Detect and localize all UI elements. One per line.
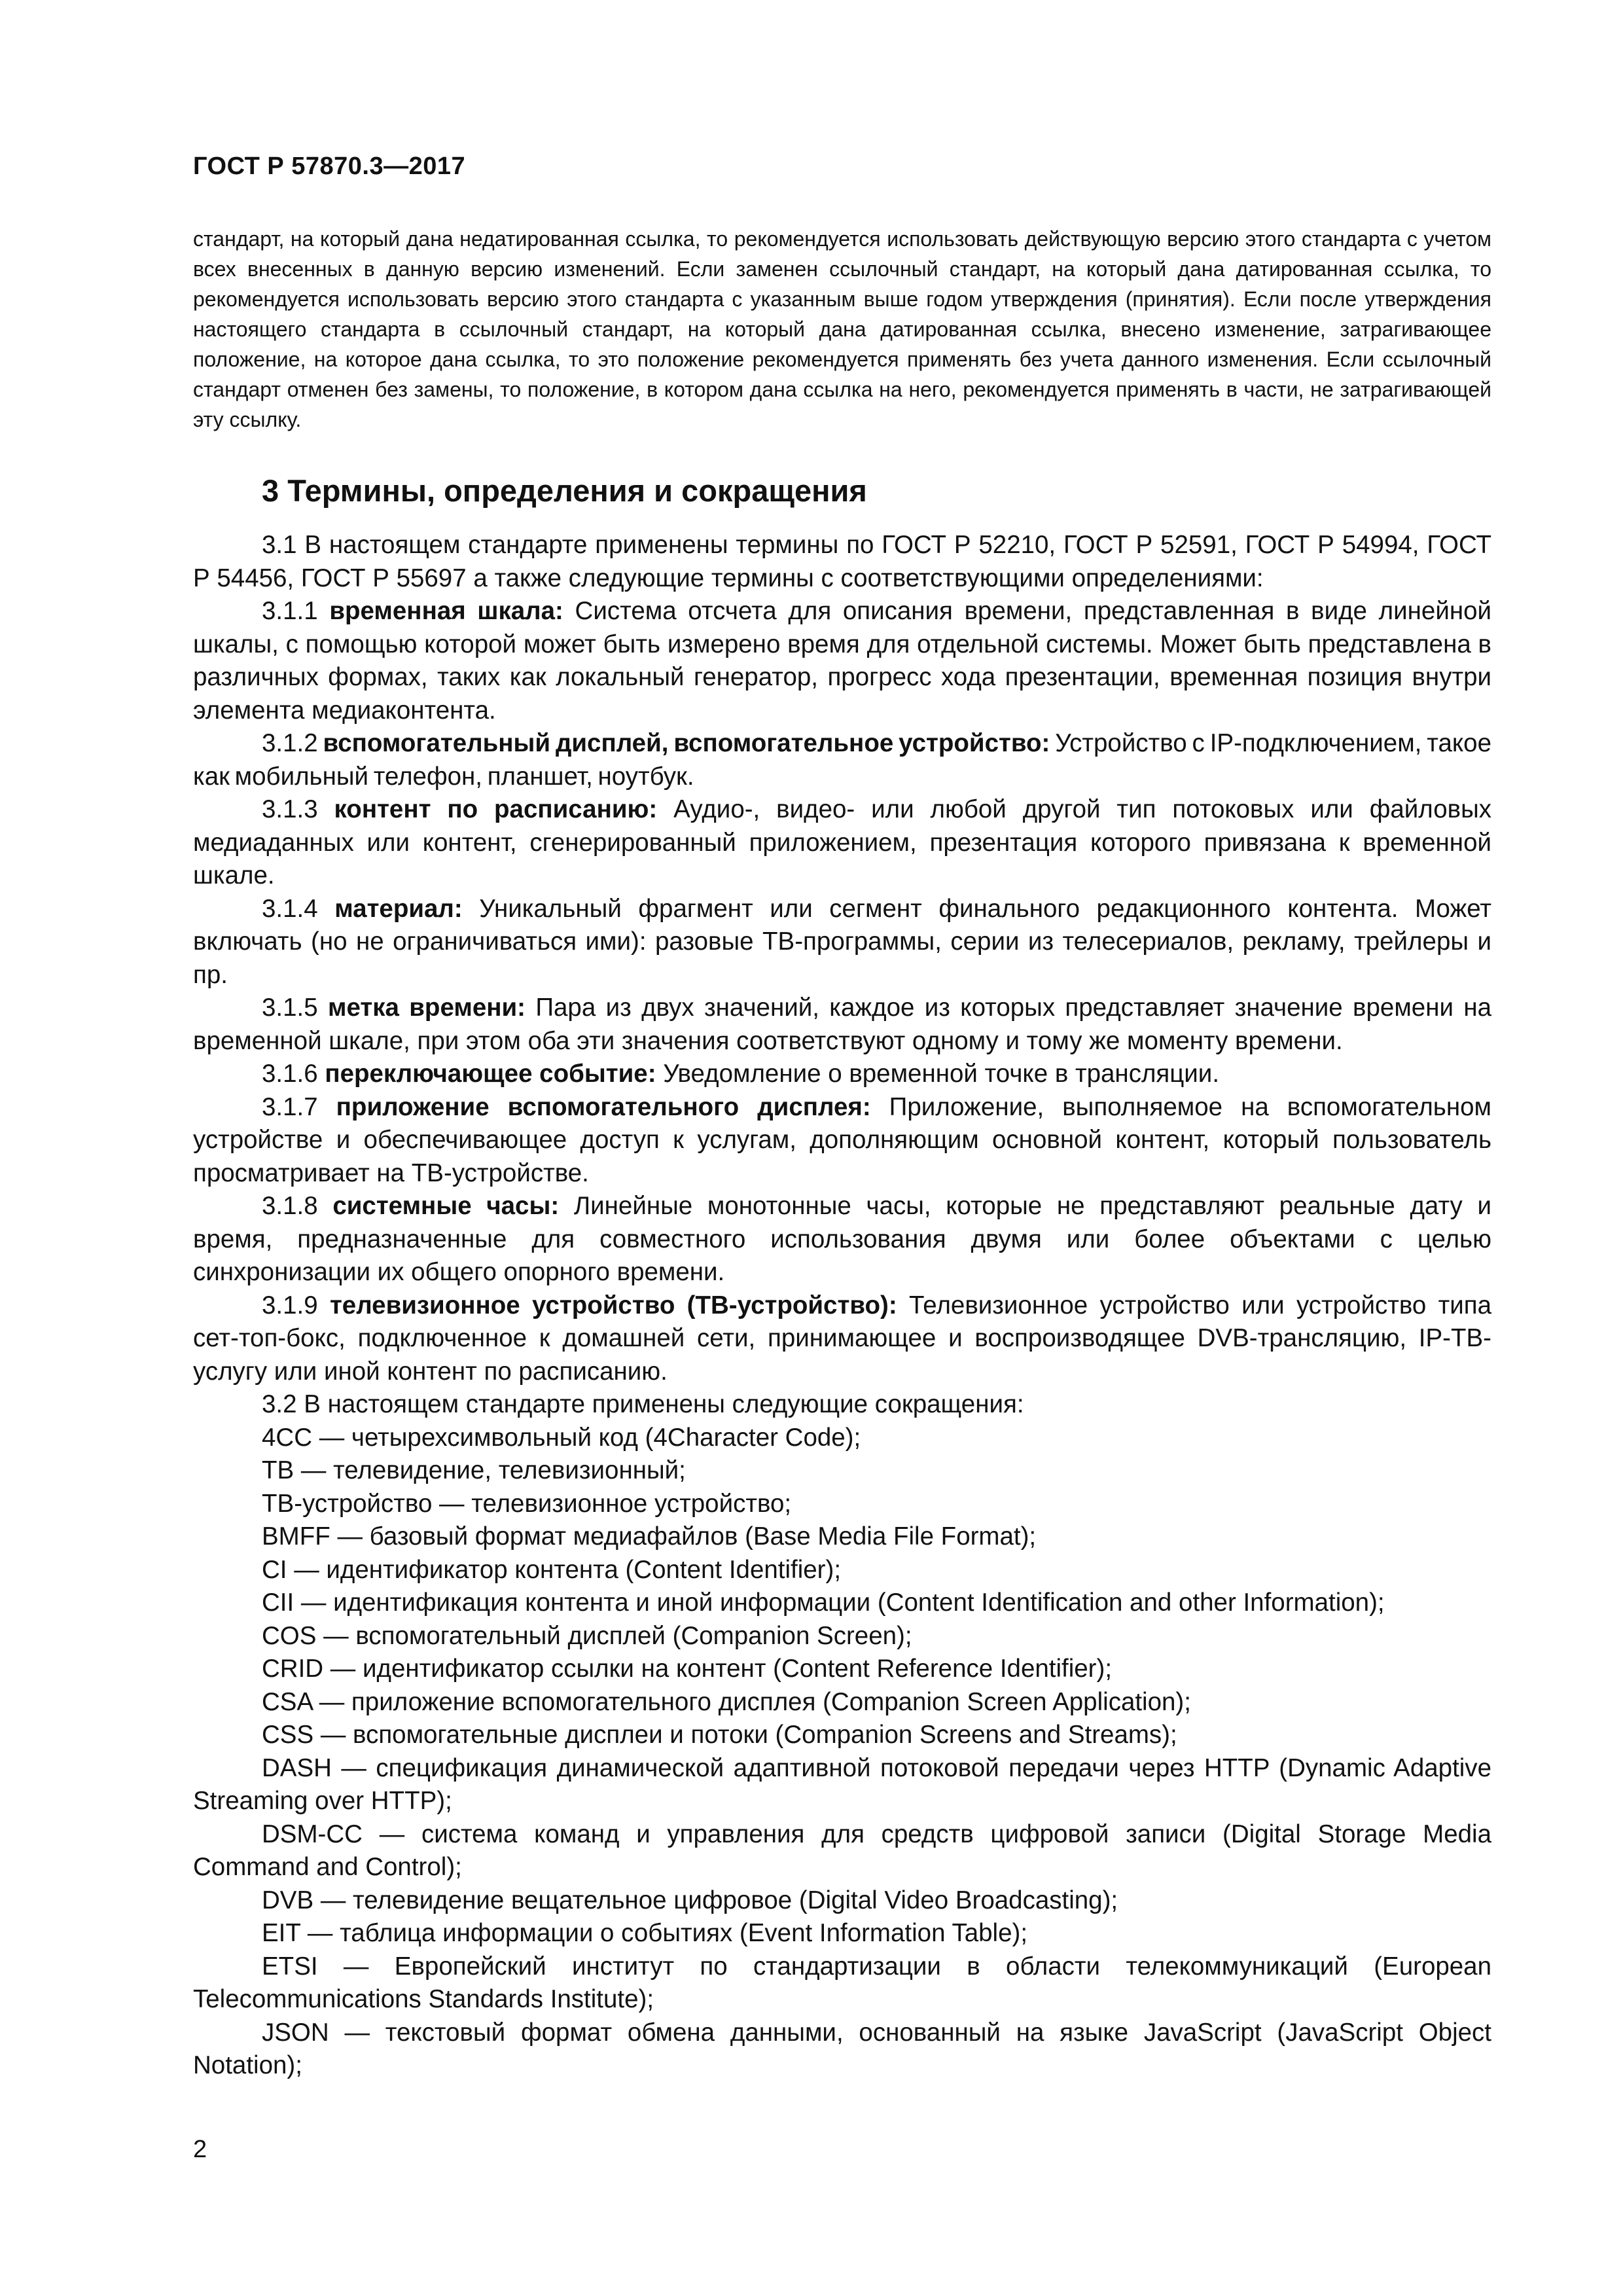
term-definition: Приложение, выполняемое на вспомогательном устройстве и обеспечивающее доступ к услугам, дополняющим основной контент, который пользователь просматривает на ТВ-устройстве. <box>193 1092 1491 1187</box>
term-definition: Уведомление о временной точке в трансляции. <box>656 1060 1220 1088</box>
term-name: контент по расписанию: <box>334 795 658 823</box>
abbreviation-item: DASH — спецификация динамической адаптивной потоковой передачи через HTTP (Dynamic Adaptive Streaming over HTTP); <box>193 1753 1491 1815</box>
abbreviation-item: ETSI — Европейский институт по стандартизации в области телекоммуникаций (European Telecommunications Standards Institute); <box>193 1952 1491 2013</box>
term-definition: Система отсчета для описания времени, представленная в виде линейной шкалы, с помощью которой может быть измерено время для отдельной системы. Может быть представлена в различных формах, таких как локальный генератор, прогресс хода презентации, временная позиция внутри элемента медиаконтента. <box>193 597 1491 725</box>
abbreviations-list <box>193 1422 1491 2083</box>
term-number: 3.1.4 <box>262 894 335 923</box>
section-body <box>193 529 1491 2083</box>
term-number: 3.1.7 <box>262 1092 336 1121</box>
term-definition: Устройство с IP-подключением, такое как мобильный телефон, планшет, ноутбук. <box>193 729 1491 791</box>
abbreviation-item: CII — идентификация контента и иной информации (Content Identification and other Information); <box>262 1588 1385 1617</box>
term-number: 3.1.1 <box>262 597 330 625</box>
abbreviations-intro-paragraph: 3.2 В настоящем стандарте применены следующие сокращения: <box>262 1390 1024 1418</box>
term-number: 3.1.9 <box>262 1291 330 1319</box>
term-3-1-5 <box>193 992 1491 1058</box>
term-number: 3.1.2 <box>262 729 323 757</box>
abbreviation-item: 4CC — четырехсимвольный код (4Character Code); <box>262 1423 861 1452</box>
term-definition: Уникальный фрагмент или сегмент финального редакционного контента. Может включать (но не ограничиваться ими): разовые ТВ-программы, серии из телесериалов, рекламу, трейлеры и пр. <box>193 894 1491 989</box>
term-name: телевизионное устройство (ТВ-устройство): <box>329 1291 897 1319</box>
term-3-1-4 <box>193 893 1491 992</box>
abbreviation-item: DSM-CC — система команд и управления для средств цифровой записи (Digital Storage Media Command and Control); <box>193 1820 1491 1881</box>
abbreviation-item: ТВ-устройство — телевизионное устройство; <box>262 1489 792 1518</box>
term-definition: Телевизионное устройство или устройство типа сет-топ-бокс, подключенное к домашней сети, принимающее и воспроизводящее DVB-трансляцию, IP-ТВ-услугу или иной контент по расписанию. <box>193 1291 1491 1386</box>
term-name: метка времени: <box>327 994 526 1022</box>
term-definition: Пара из двух значений, каждое из которых представляет значение времени на временной шкале, при этом оба эти значения соответствуют одному и тому же моменту времени. <box>193 994 1492 1055</box>
term-name: системные часы: <box>332 1192 560 1220</box>
term-3-1-6 <box>193 1058 1491 1091</box>
term-definition: Линейные монотонные часы, которые не представляют реальные дату и время, предназначенные для совместного использования двумя или более объектами с целью синхронизации их общего опорного времени. <box>193 1192 1492 1286</box>
term-definition: Аудио-, видео- или любой другой тип потоковых или файловых медиаданных или контент, сгенерированный приложением, презентация которого привязана к временной шкале. <box>193 795 1491 889</box>
term-name: переключающее событие: <box>325 1060 656 1088</box>
section-title: 3 Термины, определения и сокращения <box>262 473 867 508</box>
intro-paragraph: стандарт, на который дана недатированная ссылка, то рекомендуется использовать действующую версию этого стандарта с учетом всех внесенных в данную версию изменений. Если заменен ссылочный стандарт, на который дана датированная ссылка, то рекомендуется использовать версию этого стандарта с указанным выше годом утверждения (принятия). Если после утверждения настоящего стандарта в ссылочный стандарт, на который дана датированная ссылка, внесено изменение, затрагивающее положение, на которое дана ссылка, то это положение рекомендуется применять без учета данного изменения. Если ссылочный стандарт отменен без замены, то положение, в котором дана ссылка на него, рекомендуется применять в части, не затрагивающей эту ссылку. <box>193 227 1491 431</box>
terms-intro-paragraph: 3.1 В настоящем стандарте применены термины по ГОСТ Р 52210, ГОСТ Р 52591, ГОСТ Р 54994, ГОСТ Р 54456, ГОСТ Р 55697 а также следующие термины с соответствующими определениями: <box>193 531 1491 592</box>
term-number: 3.1.6 <box>262 1060 325 1088</box>
term-name: вспомогательный дисплей, вспомогательное устройство: <box>323 729 1050 757</box>
abbreviation-item: CSA — приложение вспомогательного дисплея (Companion Screen Application); <box>262 1687 1191 1716</box>
document-header-code: ГОСТ Р 57870.3—2017 <box>193 152 466 180</box>
term-3-1-9 <box>193 1289 1491 1389</box>
term-name: приложение вспомогательного дисплея: <box>336 1092 871 1121</box>
abbreviation-item: DVB — телевидение вещательное цифровое (Digital Video Broadcasting); <box>262 1886 1118 1914</box>
term-number: 3.1.3 <box>262 795 334 823</box>
term-number: 3.1.5 <box>262 994 328 1022</box>
term-3-1-3 <box>193 793 1491 893</box>
abbreviation-item: CSS — вспомогательные дисплеи и потоки (Companion Screens and Streams); <box>262 1721 1177 1749</box>
term-name: временная шкала: <box>329 597 563 625</box>
term-3-1-8 <box>193 1190 1491 1289</box>
term-3-1-7 <box>193 1091 1491 1191</box>
abbreviation-item: BMFF — базовый формат медиафайлов (Base Media File Format); <box>262 1522 1037 1551</box>
abbreviation-item: JSON — текстовый формат обмена данными, основанный на языке JavaScript (JavaScript Object Notation); <box>193 2018 1491 2079</box>
page-number: 2 <box>193 2136 207 2163</box>
abbreviation-item: EIT — таблица информации о событиях (Event Information Table); <box>262 1919 1028 1947</box>
term-3-1-2 <box>193 727 1491 793</box>
term-name: материал: <box>334 894 463 923</box>
term-number: 3.1.8 <box>262 1192 333 1220</box>
abbreviation-item: CI — идентификатор контента (Content Identifier); <box>262 1555 842 1584</box>
abbreviation-item: CRID — идентификатор ссылки на контент (Content Reference Identifier); <box>262 1655 1113 1683</box>
term-3-1-1 <box>193 595 1491 727</box>
abbreviation-item: COS — вспомогательный дисплей (Companion Screen); <box>262 1621 912 1650</box>
abbreviation-item: ТВ — телевидение, телевизионный; <box>262 1456 686 1484</box>
